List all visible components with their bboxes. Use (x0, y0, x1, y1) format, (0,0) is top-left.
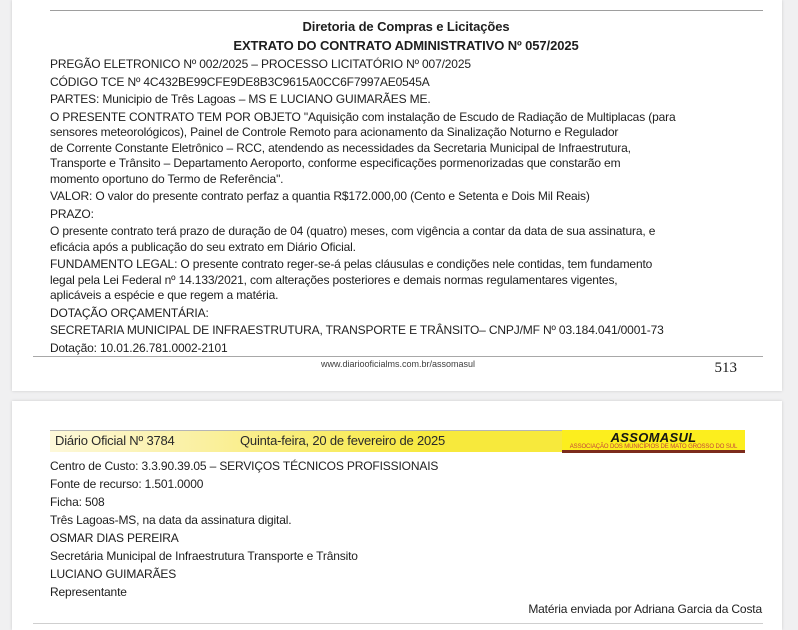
edition-date: Quinta-feira, 20 de fevereiro de 2025 (240, 433, 446, 448)
text-line: Secretária Municipal de Infraestrutura Transporte e Trânsito (50, 549, 358, 563)
auction-process-line: PREGÃO ELETRONICO Nº 002/2025 – PROCESSO LICITATÓRIO Nº 007/2025 (50, 57, 471, 71)
assomasul-logo-text: ASSOMASUL (610, 430, 697, 445)
legal-basis-paragraph (50, 257, 762, 304)
assomasul-logo-subtitle: ASSOCIAÇÃO DOS MUNICÍPIOS DE MATO GROSSO DO SUL (569, 444, 738, 450)
text-line: Representante (50, 585, 127, 599)
page-footer (33, 356, 763, 376)
text-line: O presente contrato terá prazo de duração de 04 (quatro) meses, com vigência a contar da data de sua assinatura, e (50, 224, 656, 238)
assomasul-logo (562, 430, 745, 453)
gazette-page-top (12, 0, 782, 391)
text-line: OSMAR DIAS PEREIRA (50, 531, 179, 545)
gazette-url: www.diariooficialms.com.br/assomasul (320, 359, 476, 369)
contract-details-section (50, 457, 762, 601)
text-line: O PRESENTE CONTRATO TEM POR OBJETO "Aquisição com instalação de Escudo de Radiação de Multiplacas (para (50, 109, 676, 124)
budget-secretary-line: SECRETARIA MUNICIPAL DE INFRAESTRUTURA, TRANSPORTE E TRÂNSITO– CNPJ/MF Nº 03.184.041/0001-73 (50, 323, 664, 337)
text-line: LUCIANO GUIMARÃES (50, 567, 177, 581)
parties-line: PARTES: Municipio de Três Lagoas – MS E LUCIANO GUIMARÃES ME. (50, 92, 431, 106)
edition-number: Diário Oficial Nº 3784 (55, 433, 175, 448)
text-line: legal pela Lei Federal nº 14.133/2021, com alterações posteriores e demais normas regulamentares vigentes, (50, 272, 618, 287)
document-title: EXTRATO DO CONTRATO ADMINISTRATIVO Nº 057/2025 (233, 37, 579, 53)
contract-value-line: VALOR: O valor do presente contrato perfaz a quantia R$172.000,00 (Cento e Setenta e Dois Mil Reais) (50, 189, 590, 203)
term-paragraph (50, 224, 762, 255)
page-number: 513 (714, 360, 737, 376)
text-line: Transporte e Trânsito – Departamento Aeroporto, conforme especificações pormenorizadas que constarão em (50, 156, 621, 170)
tce-code-line: CÓDIGO TCE Nº 4C432BE99CFE9DE8B3C9615A0CC6F7997AE0545A (50, 74, 430, 89)
contract-object-paragraph (50, 110, 762, 188)
text-line: sensores meteorológicos), Painel de Controle Remoto para acionamento da Sinalização Noturno e Regulador (50, 125, 619, 139)
department-title: Diretoria de Compras e Licitações (302, 19, 510, 34)
submission-credit-wrap (50, 601, 762, 617)
submission-credit: Matéria enviada por Adriana Garcia da Costa (528, 602, 762, 616)
term-label: PRAZO: (50, 206, 94, 221)
gazette-page-bottom (12, 401, 782, 630)
bottom-divider (33, 623, 763, 624)
text-line: eficácia após a publicação do seu extrato em Diário Oficial. (50, 239, 356, 254)
text-line: aplicáveis a espécie e que regem a matéria. (50, 288, 279, 302)
gazette-masthead (50, 430, 745, 452)
text-line: FUNDAMENTO LEGAL: O presente contrato reger-se-á pelas cláusulas e condições nele contidas, tem fundamento (50, 257, 653, 271)
contract-extract-section (50, 0, 762, 358)
budget-label: DOTAÇÃO ORÇAMENTÁRIA: (50, 305, 209, 320)
text-line: Centro de Custo: 3.3.90.39.05 – SERVIÇOS TÉCNICOS PROFISSIONAIS (50, 459, 439, 473)
text-line: Três Lagoas-MS, na data da assinatura digital. (50, 513, 292, 527)
allocation-line: Dotação: 10.01.26.781.0002-2101 (50, 340, 228, 355)
text-line: de Corrente Constante Eletrônico – RCC, atendendo as necessidades da Secretaria Municipal de Infraestrutura, (50, 140, 631, 155)
text-line: Ficha: 508 (50, 495, 105, 509)
text-line: Fonte de recurso: 1.501.0000 (50, 477, 204, 491)
text-line: momento oportuno do Termo de Referência". (50, 171, 284, 186)
